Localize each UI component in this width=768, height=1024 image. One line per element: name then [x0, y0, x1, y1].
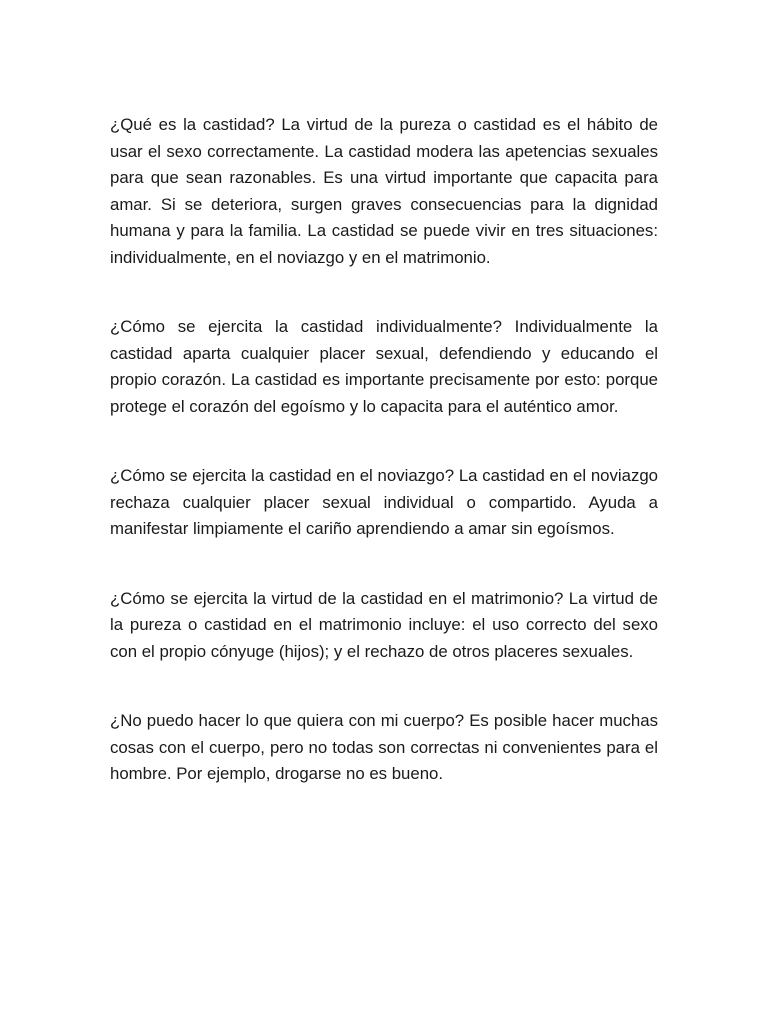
paragraph-cuerpo: ¿No puedo hacer lo que quiera con mi cuerpo? Es posible hacer muchas cosas con el cuerpo, pero no todas son correctas ni convenientes para el hombre. Por ejemplo, drogarse no es bueno. [110, 711, 658, 783]
paragraph-castidad-matrimonio: ¿Cómo se ejercita la virtud de la castidad en el matrimonio? La virtud de la pureza o castidad en el matrimonio incluye: el uso correcto del sexo con el propio cónyuge (hijos); y el rechazo de otros placeres sexuales. [110, 588, 658, 661]
paragraph-castidad-noviazgo: ¿Cómo se ejercita la castidad en el noviazgo? La castidad en el noviazgo rechaza cualquier placer sexual individual o compartido. Ayuda a manifestar limpiamente el cariño aprendiendo a amar sin egoísmos. [110, 466, 658, 538]
document-body [110, 112, 658, 831]
paragraph-castidad-definition: ¿Qué es la castidad? La virtud de la pureza o castidad es el hábito de usar el sexo correctamente. La castidad modera las apetencias sexuales para que sean razonables. Es una virtud importante que capacita para amar. Si se deteriora, surgen graves consecuencias para la dignidad humana y para la familia. La castidad se puede vivir en tres situaciones: individualmente, en el noviazgo y en el matrimonio. [110, 115, 658, 267]
paragraph-castidad-individual: ¿Cómo se ejercita la castidad individualmente? Individualmente la castidad aparta cualquier placer sexual, defendiendo y educando el propio corazón. La castidad es importante precisamente por esto: porque protege el corazón del egoísmo y lo capacita para el auténtico amor. [110, 317, 658, 416]
